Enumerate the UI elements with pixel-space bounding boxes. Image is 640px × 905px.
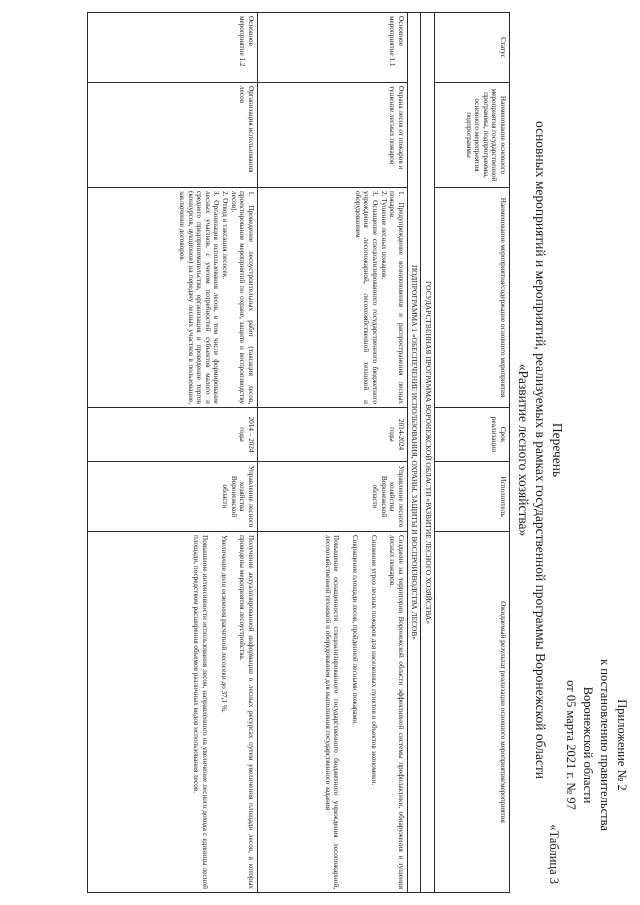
annex-line-2: Воронежской области (581, 686, 595, 804)
subprogram-title: ПОДПРОГРАММА 1 «ОБЕСПЕЧЕНИЕ ИСПОЛЬЗОВАНИЯ, ОХРАНЫ, ЗАЩИТЫ И ВОСПРОИЗВОДСТВА ЛЕСОВ» (407, 13, 421, 893)
measure-item: 3. Организация использования лесов, в том числе формирование лесных участков, с учетом потребностей субъектов малого и среднего предпринимательства, организация и проведение торгов (конкурсов, аукционов) на передачу лесных участков в пользование, заключение договоров. (178, 191, 221, 404)
table-row (87, 13, 257, 893)
header-term: Срок реализации (435, 408, 510, 462)
measure-item: 3. Оснащение специализированного государственного бюджетного учреждения лесопожарной, лесохозяйственной техникой и оборудованием (353, 191, 380, 404)
header-name: Наименование основного мероприятия государственной программы, подпрограммы, основного мероприятия подпрограммы (435, 83, 510, 188)
measure-item: 2. Тушение лесных пожаров. (379, 191, 388, 280)
header-result: Ожидаемый результат реализации основного мероприятия/мероприятия (435, 532, 510, 893)
result-item: Повышение оснащенности специализированного государственного бюджетного учреждения лесопожарной, лесохозяйственной техникой и оборудованием для выполнения государственного задания (323, 535, 341, 889)
measure-item: 2. Отвод и таксация лесосек. (221, 191, 230, 280)
row-results (257, 532, 407, 893)
result-item: Увеличение доли освоения расчетной лесосеки до 37,1 %. (219, 535, 228, 713)
row-term: 2014-2024 годы (257, 408, 407, 462)
result-item: Получение актуализированной информации о лесных ресурсах путем увеличения площади лесов, в которых проведены мероприятия лесоустройства. (238, 535, 255, 889)
row-executor: Управление лесного хозяйства Воронежской области (87, 462, 257, 532)
row-name: Организация использования лесов (87, 83, 257, 188)
program-row (421, 13, 435, 893)
heading-line-3: «Развитие лесного хозяйства» (516, 363, 531, 537)
result-item: Повышение интенсивности использования лесов, направленного на увеличение лесного дохода с единицы лесной площади, посредством расширения объемов различных видов использования лесов. (192, 535, 210, 889)
annex-date-line: от 05 марта 2021 г. № 97 (564, 680, 578, 810)
measures-table (87, 12, 510, 893)
result-item: Сокращение площади лесов, пройденной лесными пожарами. (351, 535, 360, 725)
row-status: Основное мероприятие 1.1 (257, 13, 407, 83)
row-measures (87, 188, 257, 408)
row-name: Охрана лесов от пожаров и тушение лесных пожаров (257, 83, 407, 188)
heading-line-2: основных мероприятий и мероприятий, реализуемых в рамках государственной программы Воронежской области (533, 120, 548, 779)
row-term: 2014 – 2024 годы (87, 408, 257, 462)
header-measure: Наименование мероприятия/содержание основного мероприятия (435, 188, 510, 408)
result-item: Снижение угроз лесных пожаров для населенных пунктов и объектов экономики. (369, 535, 378, 786)
header-executor: Исполнитель (435, 462, 510, 532)
row-results (87, 532, 257, 893)
measure-item: 1. Предупреждение возникновения и распространения лесных пожаров. (388, 191, 405, 404)
document-heading (515, 60, 566, 840)
annex-line-1: к постановлению правительства (598, 659, 612, 831)
result-item: Создание на территории Воронежской области эффективной системы профилактики, обнаружения и тушения лесных пожаров. (388, 535, 405, 889)
subprogram-row (407, 13, 421, 893)
table-label: «Таблица 3 (547, 824, 561, 884)
annex-title: Приложение № 2 (615, 699, 629, 791)
table-header-row (435, 13, 510, 893)
header-status: Статус (435, 13, 510, 83)
row-status: Основное мероприятие 1.2 (87, 13, 257, 83)
program-title: ГОСУДАРСТВЕННАЯ ПРОГРАММА ВОРОНЕЖСКОЙ ОБЛАСТИ «РАЗВИТИЕ ЛЕСНОГО ХОЗЯЙСТВА» (421, 13, 435, 893)
row-measures (257, 188, 407, 408)
table-row (257, 13, 407, 893)
heading-line-1: Перечень (550, 422, 565, 478)
measure-item: 1. Проведение лесоустроительных работ (таксация лесов, проектирование мероприятий по охране, защите и воспроизводству лесов). (229, 191, 255, 404)
row-executor: Управление лесного хозяйства Воронежской области (257, 462, 407, 532)
